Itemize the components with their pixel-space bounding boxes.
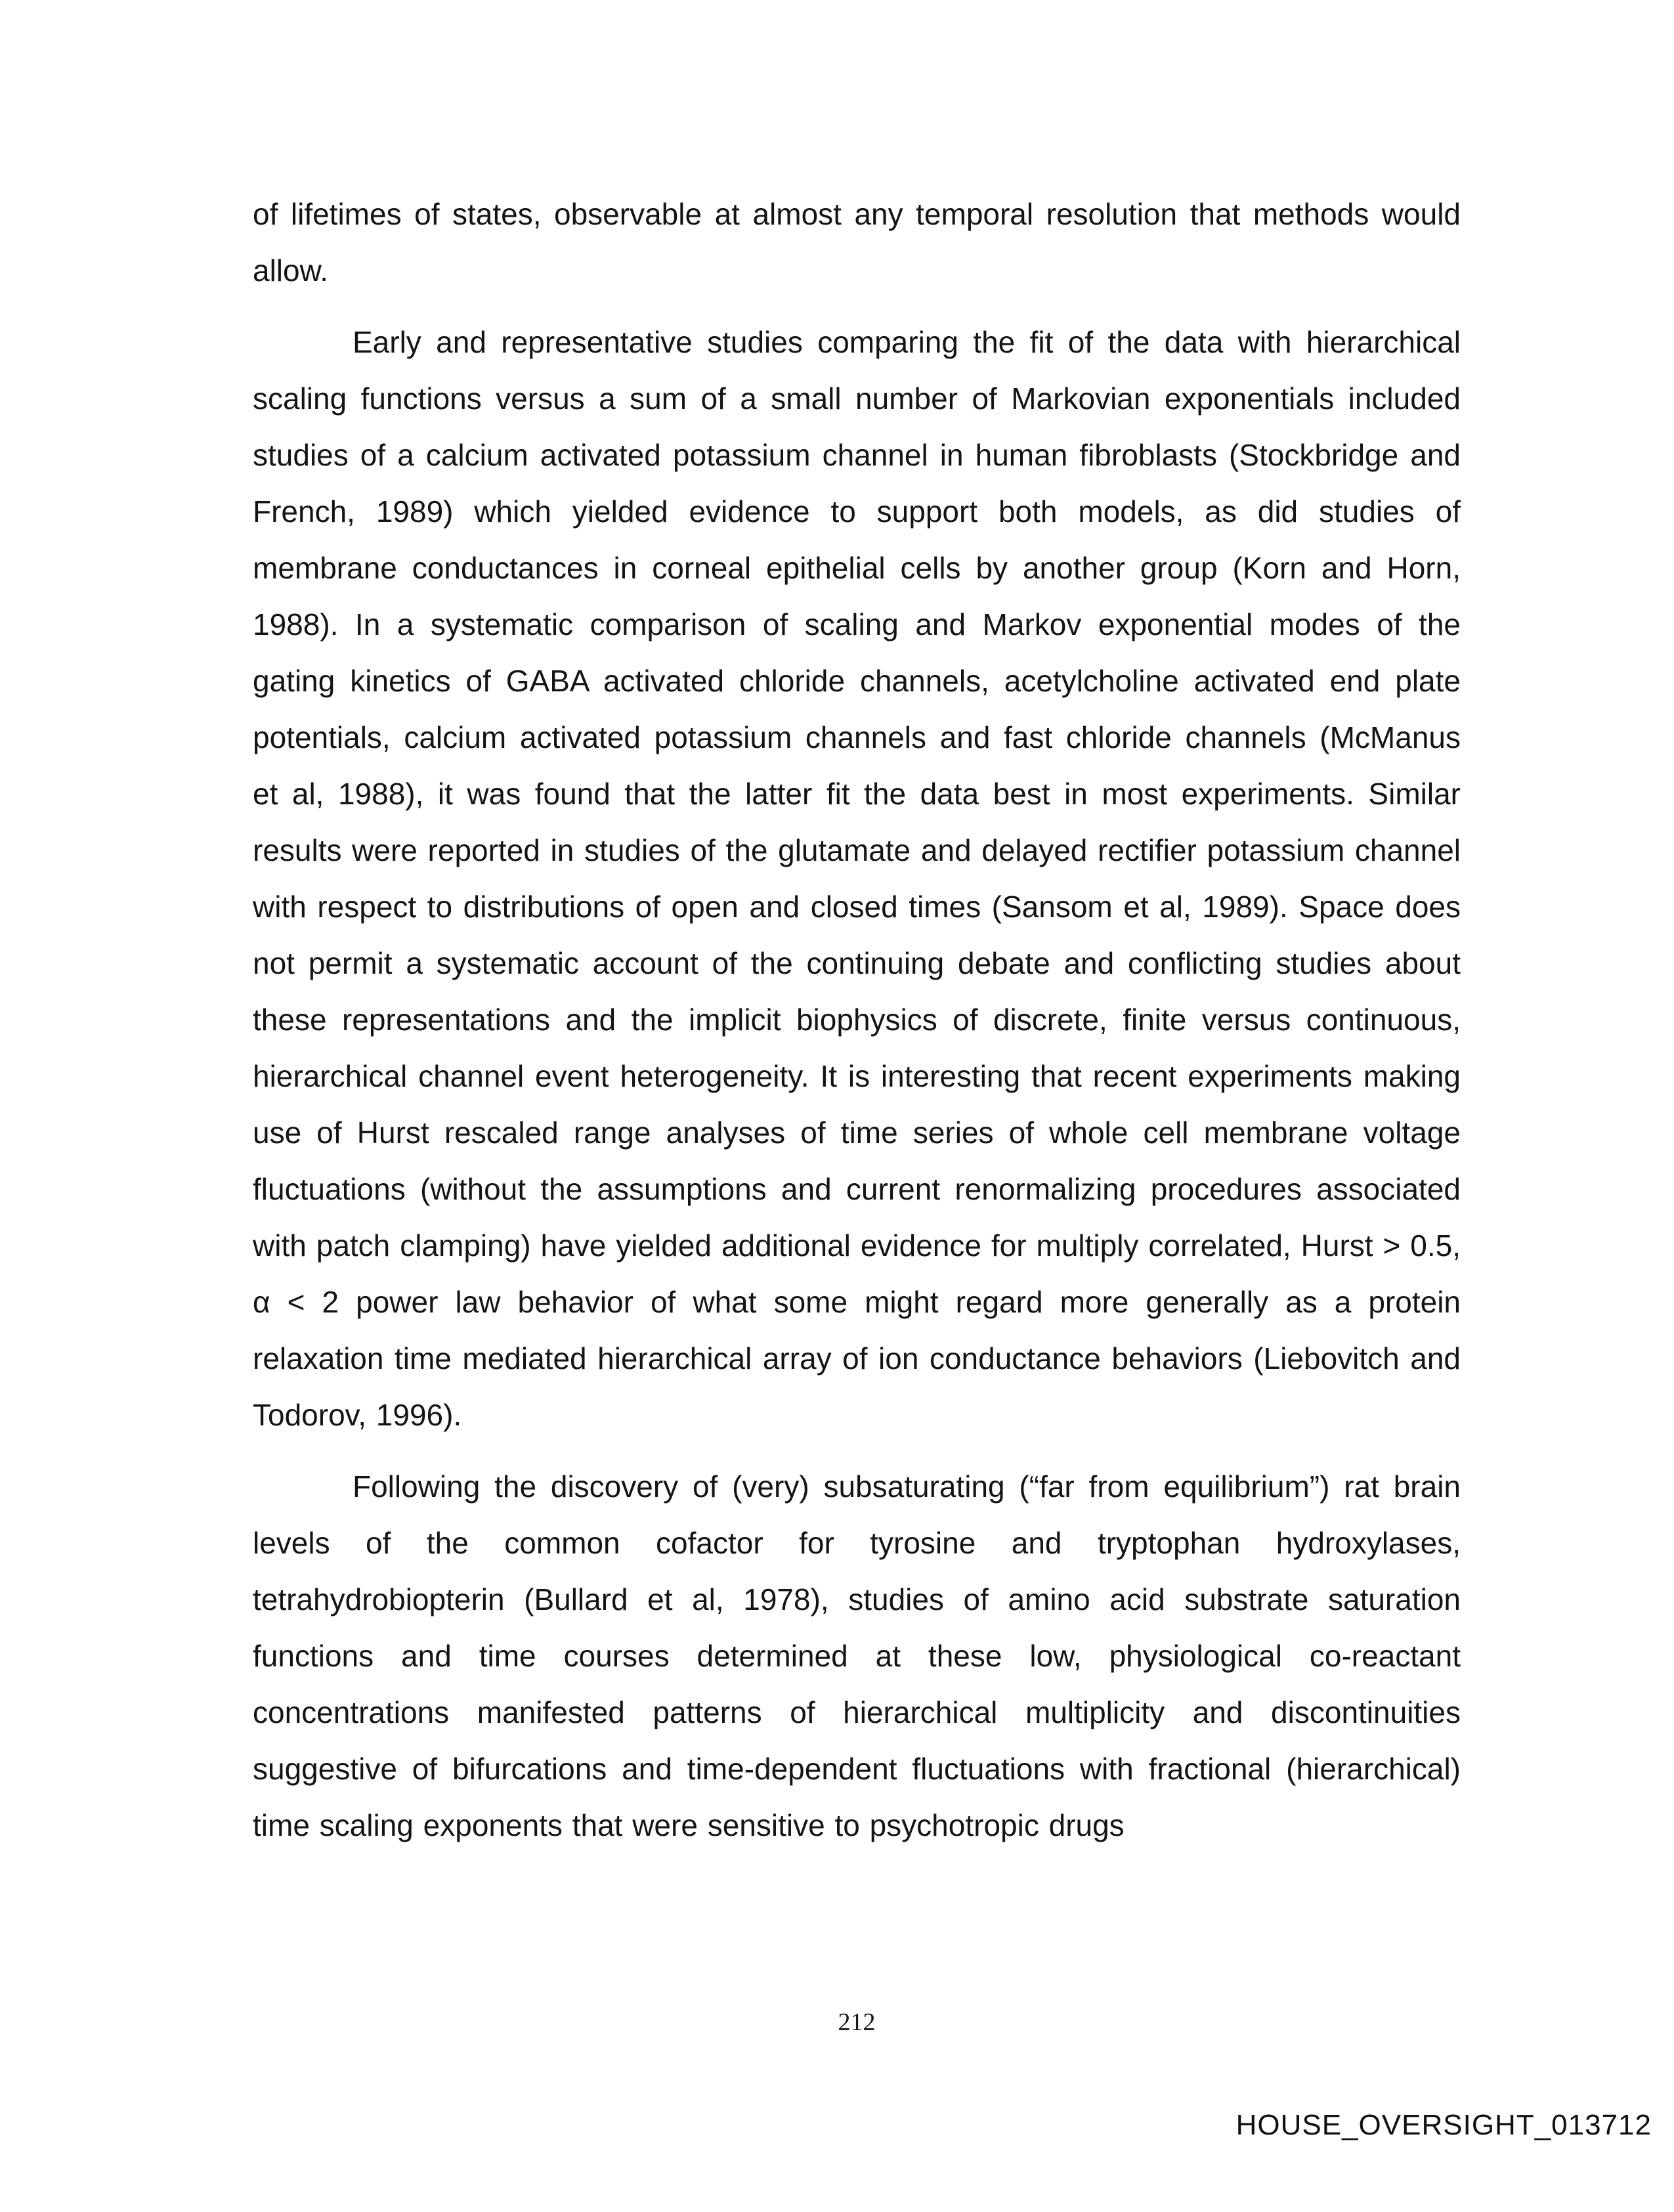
body-paragraph: Early and representative studies comparing the fit of the data with hierarchical scaling functions versus a sum of a small number of Markovian exponentials included studies of a calcium activated potassium channel in human fibroblasts (Stockbridge and French, 1989) which yielded evidence to support both models, as did studies of membrane conductances in corneal epithelial cells by another group (Korn and Horn, 1988). In a systematic comparison of scaling and Markov exponential modes of the gating kinetics of GABA activated chloride channels, acetylcholine activated end plate potentials, calcium activated potassium channels and fast chloride channels (McManus et al, 1988), it was found that the latter fit the data best in most experiments. Similar results were reported in studies of the glutamate and delayed rectifier potassium channel with respect to distributions of open and closed times (Sansom et al, 1989). Space does not permit a systematic account of the continuing debate and conflicting studies about these representations and the implicit biophysics of discrete, finite versus continuous, hierarchical channel event heterogeneity. It is interesting that recent experiments making use of Hurst rescaled range analyses of time series of whole cell membrane voltage fluctuations (without the assumptions and current renormalizing procedures associated with patch clamping) have yielded additional evidence for multiply correlated, Hurst > 0.5, α < 2 power law behavior of what some might regard more generally as a protein relaxation time mediated hierarchical array of ion conductance behaviors (Liebovitch and Todorov, 1996). <box>253 325 1461 1432</box>
body-text <box>253 186 1461 1869</box>
bates-stamp: HOUSE_OVERSIGHT_013712 <box>1235 2109 1652 2141</box>
body-paragraph: of lifetimes of states, observable at almost any temporal resolution that methods would allow. <box>253 197 1461 288</box>
page-number: 212 <box>838 2008 876 2036</box>
body-paragraph: Following the discovery of (very) subsaturating (“far from equilibrium”) rat brain levels of the common cofactor for tyrosine and tryptophan hydroxylases, tetrahydrobiopterin (Bullard et al, 1978), studies of amino acid substrate saturation functions and time courses determined at these low, physiological co-reactant concentrations manifested patterns of hierarchical multiplicity and discontinuities suggestive of bifurcations and time-dependent fluctuations with fractional (hierarchical) time scaling exponents that were sensitive to psychotropic drugs <box>253 1469 1461 1842</box>
